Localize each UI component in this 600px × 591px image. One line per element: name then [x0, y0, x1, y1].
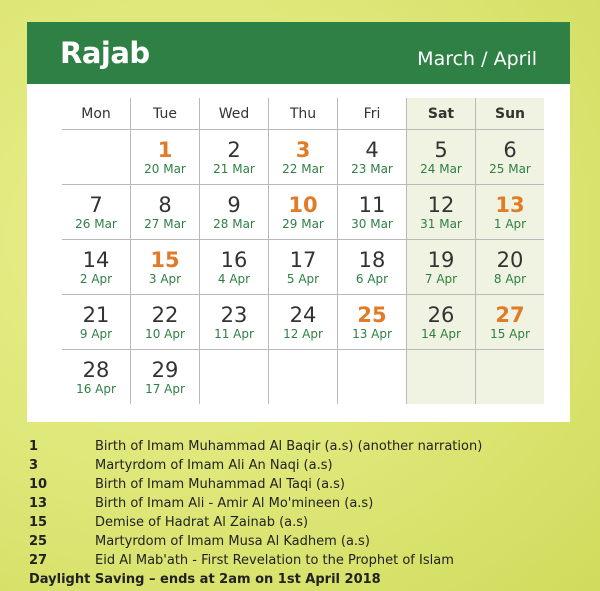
gregorian-date: 7 Apr	[424, 271, 458, 286]
day-number: 6	[503, 137, 517, 162]
event-day-number: 25	[357, 302, 387, 327]
gregorian-date: 3 Apr	[148, 271, 182, 286]
day-cell	[269, 130, 338, 185]
day-cell	[62, 295, 131, 350]
gregorian-date: 30 Mar	[351, 216, 393, 231]
event-item	[29, 532, 589, 551]
events-list	[29, 437, 589, 589]
gregorian-date: 27 Mar	[144, 216, 186, 231]
day-cell	[269, 185, 338, 240]
day-number: 14	[82, 247, 110, 272]
gregorian-date: 23 Mar	[351, 161, 393, 176]
day-cell	[62, 185, 131, 240]
day-cell	[131, 240, 200, 295]
gregorian-date: 28 Mar	[213, 216, 255, 231]
day-cell	[338, 240, 407, 295]
empty-day-cell	[269, 350, 338, 405]
empty-day-cell	[62, 130, 131, 185]
day-cell	[200, 130, 269, 185]
week-row	[62, 295, 544, 350]
day-number: 23	[220, 302, 248, 327]
gregorian-date: 21 Mar	[213, 161, 255, 176]
day-number: 12	[427, 192, 455, 217]
event-day-number: 13	[495, 192, 525, 217]
empty-day-cell	[476, 350, 545, 405]
day-cell	[338, 295, 407, 350]
weekday-thu: Thu	[269, 98, 338, 130]
day-cell	[476, 185, 545, 240]
gregorian-date: 12 Apr	[283, 326, 323, 341]
week-row	[62, 350, 544, 405]
day-cell	[62, 240, 131, 295]
day-number: 19	[427, 247, 455, 272]
day-number: 11	[358, 192, 386, 217]
calendar-header	[27, 22, 570, 84]
gregorian-date: 11 Apr	[214, 326, 254, 341]
event-item	[29, 437, 589, 456]
gregorian-date: 6 Apr	[355, 271, 389, 286]
day-cell	[200, 185, 269, 240]
gregorian-date: 2 Apr	[79, 271, 113, 286]
event-day: 3	[29, 458, 39, 473]
gregorian-date: 5 Apr	[286, 271, 320, 286]
weekday-tue: Tue	[131, 98, 200, 130]
weekday-sat: Sat	[407, 98, 476, 130]
event-day: 13	[29, 496, 48, 511]
day-cell	[476, 240, 545, 295]
day-number: 8	[158, 192, 172, 217]
day-cell	[338, 185, 407, 240]
event-day: 27	[29, 553, 48, 568]
day-cell	[269, 240, 338, 295]
daylight-saving-note: Daylight Saving – ends at 2am on 1st April 2018	[29, 572, 381, 587]
day-number: 29	[151, 357, 179, 382]
gregorian-date: 20 Mar	[144, 161, 186, 176]
event-description: Eid Al Mab'ath - First Revelation to the Prophet of Islam	[95, 553, 454, 568]
month-title: Rajab	[60, 36, 150, 70]
day-cell	[476, 130, 545, 185]
event-description: Demise of Hadrat Al Zainab (a.s)	[95, 515, 309, 530]
event-item	[29, 456, 589, 475]
event-description: Martyrdom of Imam Musa Al Kadhem (a.s)	[95, 534, 370, 549]
event-description: Birth of Imam Muhammad Al Taqi (a.s)	[95, 477, 346, 492]
day-cell	[131, 295, 200, 350]
gregorian-date: 10 Apr	[145, 326, 185, 341]
event-item	[29, 494, 589, 513]
day-number: 2	[227, 137, 241, 162]
day-number: 22	[151, 302, 179, 327]
gregorian-date: 14 Apr	[421, 326, 461, 341]
event-day: 10	[29, 477, 48, 492]
gregorian-date: 22 Mar	[282, 161, 324, 176]
day-number: 17	[289, 247, 317, 272]
event-description: Martyrdom of Imam Ali An Naqi (a.s)	[95, 458, 333, 473]
day-cell	[407, 295, 476, 350]
event-day-number: 1	[157, 137, 173, 162]
event-description: Birth of Imam Muhammad Al Baqir (a.s) (another narration)	[95, 439, 483, 454]
week-row	[62, 185, 544, 240]
day-number: 24	[289, 302, 317, 327]
empty-day-cell	[407, 350, 476, 405]
gregorian-date: 25 Mar	[489, 161, 531, 176]
weekday-wed: Wed	[200, 98, 269, 130]
day-cell	[269, 295, 338, 350]
day-cell	[338, 130, 407, 185]
gregorian-date: 15 Apr	[490, 326, 530, 341]
calendar-grid	[62, 98, 544, 404]
event-day-number: 27	[495, 302, 525, 327]
day-number: 16	[220, 247, 248, 272]
day-number: 9	[227, 192, 241, 217]
gregorian-date: 13 Apr	[352, 326, 392, 341]
day-number: 7	[89, 192, 103, 217]
gregorian-date: 1 Apr	[493, 216, 527, 231]
event-item	[29, 475, 589, 494]
day-cell	[407, 240, 476, 295]
event-day: 1	[29, 439, 39, 454]
day-number: 5	[434, 137, 448, 162]
day-number: 18	[358, 247, 386, 272]
event-day: 15	[29, 515, 48, 530]
day-number: 28	[82, 357, 110, 382]
empty-day-cell	[200, 350, 269, 405]
day-number: 20	[496, 247, 524, 272]
gregorian-date: 26 Mar	[75, 216, 117, 231]
day-cell	[131, 130, 200, 185]
day-cell	[200, 295, 269, 350]
day-cell	[476, 295, 545, 350]
event-day-number: 3	[295, 137, 311, 162]
event-day: 25	[29, 534, 48, 549]
week-row	[62, 240, 544, 295]
empty-day-cell	[338, 350, 407, 405]
event-item	[29, 551, 589, 570]
event-day-number: 15	[150, 247, 180, 272]
gregorian-date: 16 Apr	[76, 381, 116, 396]
weekday-fri: Fri	[338, 98, 407, 130]
day-cell	[407, 185, 476, 240]
day-cell	[200, 240, 269, 295]
month-subtitle: March / April	[417, 48, 537, 70]
gregorian-date: 17 Apr	[145, 381, 185, 396]
day-number: 21	[82, 302, 110, 327]
event-item	[29, 513, 589, 532]
week-row	[62, 130, 544, 185]
weekday-mon: Mon	[62, 98, 131, 130]
event-description: Birth of Imam Ali - Amir Al Mo'mineen (a.s)	[95, 496, 374, 511]
gregorian-date: 29 Mar	[282, 216, 324, 231]
weekday-sun: Sun	[476, 98, 545, 130]
day-cell	[131, 185, 200, 240]
gregorian-date: 9 Apr	[79, 326, 113, 341]
calendar-weeks	[62, 130, 544, 405]
day-cell	[407, 130, 476, 185]
day-number: 4	[365, 137, 379, 162]
gregorian-date: 24 Mar	[420, 161, 462, 176]
gregorian-date: 8 Apr	[493, 271, 527, 286]
day-cell	[62, 350, 131, 405]
day-cell	[131, 350, 200, 405]
gregorian-date: 31 Mar	[420, 216, 462, 231]
calendar-card	[27, 22, 570, 422]
event-day-number: 10	[288, 192, 318, 217]
weekday-row	[62, 98, 544, 130]
day-number: 26	[427, 302, 455, 327]
gregorian-date: 4 Apr	[217, 271, 251, 286]
